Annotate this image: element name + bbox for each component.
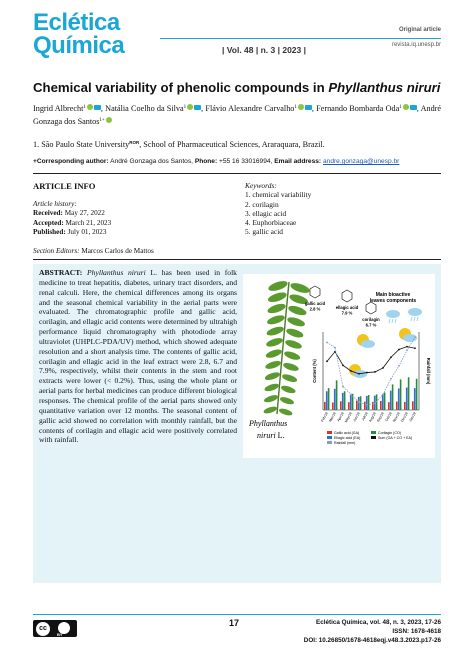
leaf-shape (264, 371, 281, 382)
rain-cloud-icon (386, 310, 400, 318)
history-label: Article history: (33, 200, 77, 208)
leaf-shape (266, 313, 286, 326)
ga-title-line2: leaves components (369, 298, 417, 304)
plant-stem (277, 282, 289, 414)
rainfall-point (374, 403, 376, 405)
sum-point (358, 373, 360, 375)
legend-swatch (327, 431, 332, 434)
compound-percent: 7.9 % (341, 310, 353, 316)
author-affil-mark: 1 (294, 105, 297, 110)
author-affil-mark: 1+ (99, 117, 105, 123)
citation-footer (304, 618, 441, 645)
editors-names: Marcos Carlos de Mattos (81, 247, 154, 255)
affiliation-institution: 1. São Paulo State University (33, 140, 130, 149)
email-icon[interactable] (194, 105, 201, 110)
leaf-shape (265, 348, 283, 360)
email-icon[interactable] (305, 105, 312, 110)
leaf-shape (266, 325, 285, 337)
rain-drop-icon (395, 319, 396, 323)
chart-bar (350, 395, 352, 410)
leaf-shape (265, 336, 284, 348)
x-tick-label: Sep/18 (376, 411, 385, 423)
phone-label: Phone: (194, 158, 218, 165)
sum-point (390, 356, 392, 358)
issn-line: ISSN: 1678-4618 (392, 628, 441, 635)
sum-point (350, 370, 352, 372)
legend-swatch (371, 431, 376, 434)
published-label: Published: (33, 227, 66, 236)
x-tick-label: Feb/18 (320, 411, 329, 423)
divider (33, 259, 441, 260)
y2-axis-label: Rainfall (mm) (426, 357, 431, 385)
x-tick-label: Apr/18 (336, 411, 345, 423)
rainfall-point (358, 401, 360, 403)
plant-name-line2 (257, 431, 285, 440)
chart-bar (396, 402, 398, 410)
chart-bar (356, 401, 358, 410)
sum-series-line (327, 347, 415, 374)
article-history (33, 200, 111, 237)
header-rule (160, 38, 441, 39)
chart-bar (344, 391, 346, 410)
sum-point (326, 360, 328, 362)
graphical-abstract-svg (243, 274, 435, 458)
chart-bar (328, 388, 330, 410)
page-number: 17 (229, 618, 240, 628)
section-editors (33, 247, 154, 255)
x-tick-label: Jan/19 (408, 411, 417, 423)
legend-label: Corilagin (CO) (378, 431, 401, 435)
plant-name: Phyllanthus (249, 419, 288, 428)
sum-point (342, 364, 344, 366)
legend-swatch (327, 441, 332, 444)
x-tick-label: May/18 (343, 411, 353, 424)
sum-point (406, 346, 408, 348)
editors-label: Section Editors: (33, 247, 80, 255)
leaf-shape (286, 315, 306, 328)
x-tick-label: Jun/18 (352, 411, 361, 423)
compound-name: ellagic acid (335, 305, 359, 310)
chart-bar (334, 389, 336, 410)
rainfall-point (334, 347, 336, 349)
article-type-label: Original article (398, 27, 441, 33)
ror-icon[interactable]: ROR (129, 140, 140, 145)
leaf-shape (279, 396, 295, 406)
affiliation (33, 140, 325, 149)
keyword-item: 2. corilagin (245, 199, 279, 209)
author-name: Flávio Alexandre Carvalho (205, 104, 295, 113)
chart-bar (332, 403, 334, 410)
leaf-shape (284, 338, 303, 350)
abstract-species: Phyllanthus niruri (87, 268, 146, 277)
rainfall-point (390, 378, 392, 380)
x-tick-label: Jul/18 (360, 411, 369, 422)
author-name: Ingrid Albrecht (33, 104, 84, 113)
chart-bar (414, 388, 416, 410)
leaf-shape (289, 281, 310, 295)
leaf-shape (285, 327, 304, 339)
keyword-item: 3. ellagic acid (245, 208, 287, 218)
abstract-body: L. has been used in folk medicine to treat hepatitis, diabetes, urinary tract disorders, and renal calculi. Here, the chemical differences among its organs and the seasonal chemical variability in the aerial parts were evaluated. The chromatographic profile and gallic acid, corilagin, and ellagic acid contents were determined by ultrahigh performance liquid chromatography with photodiode array ultraviolet (UHPLC-PDA/UV) method, which showed adequate resolution and a short analysis time. The contents of gallic acid, corilagin and ellagic acid in the leaf extract were 2.8, 6.7 and 7.9%, respectively, whilst their contents in the stem and root extracts were lower (< 0.2%). Thus, using the whole plant or aerial parts for herbal medicines can produce different biological responses. The chemical profile of the aerial parts showed only quantitative variation over 12 months. The seasonal content of gallic acid showed no correlation with monthly rainfall, but the contents of corilagin and ellagic acid were positively correlated with rainfall. (39, 268, 237, 445)
chart-bar (406, 388, 408, 410)
rain-drop-icon (414, 317, 415, 321)
chart-bar (390, 391, 392, 410)
chart-bar (336, 380, 338, 410)
corresponding-label: +Corresponding author: (33, 158, 109, 165)
plant-name-suffix: L. (275, 431, 285, 440)
compound-name: gallic acid (304, 301, 326, 306)
title-main: Chemical variability of phenolic compounds in (33, 80, 329, 95)
molecule-structures (305, 286, 380, 328)
plant-name-genus: niruri (257, 431, 276, 440)
compound-name: corilagin (362, 317, 380, 322)
corresponding-author (33, 158, 399, 165)
chart-bar (348, 402, 350, 410)
seasonal-chart (312, 332, 431, 445)
issue-info: | Vol. 48 | n. 3 | 2023 | (222, 45, 307, 55)
sum-point (398, 349, 400, 351)
affiliation-detail: , School of Pharmaceutical Sciences, Araraquara, Brazil. (139, 140, 325, 149)
graphical-abstract (243, 274, 435, 458)
rainfall-point (406, 349, 408, 351)
footer-rule (33, 614, 441, 615)
article-info-heading: ARTICLE INFO (33, 181, 96, 191)
chart-bar (364, 402, 366, 410)
author-affil-mark: 1 (399, 105, 402, 110)
sum-point (414, 347, 416, 349)
email-icon[interactable] (410, 105, 417, 110)
chart-bar (324, 402, 326, 410)
author-affil-mark: 1 (183, 105, 187, 110)
legend-label: Sum (GA + CO + EA) (378, 436, 413, 440)
leaf-shape (264, 359, 281, 370)
y-axis-label: Content (%) (312, 359, 317, 383)
author-list: Ingrid Albrecht$^1$ , Natália Coelho da Silva$^1$ , Flávio Alexandre Carvalho$^1$ , Fernando Bombarda Oda$^1$ , André Gonzaga dos Santos$^{1+}$ (33, 104, 442, 126)
compound-percent: 2.8 % (309, 306, 321, 312)
author-affil-mark: 1 (83, 105, 86, 110)
sum-point (366, 372, 368, 374)
keyword-item: 4. Euphorbiaceae (245, 218, 297, 228)
rain-drop-icon (411, 317, 412, 321)
received-date: May 27, 2022 (64, 209, 105, 218)
molecule-ring (310, 286, 320, 298)
orcid-icon[interactable] (106, 117, 112, 123)
leaf-shape (263, 405, 278, 415)
logo-line-2: Química (33, 32, 125, 59)
email-link[interactable]: andre.gonzaga@unesp.br (322, 158, 400, 165)
chart-bar (358, 397, 360, 410)
rain-cloud-icon (408, 308, 422, 316)
chart-bar (388, 402, 390, 410)
citation-line: Eclética Química, vol. 48, n. 3, 2023, 17-26 (316, 619, 441, 626)
abstract-label: ABSTRACT: (39, 268, 83, 277)
leaf-shape (264, 382, 280, 392)
x-tick-label: Nov/18 (392, 411, 401, 423)
rain-drop-icon (417, 317, 418, 321)
ga-title-line1: Main bioactive (375, 292, 411, 298)
chart-bar (342, 393, 344, 410)
leaf-shape (263, 394, 279, 404)
chart-bar (372, 402, 374, 410)
chart-bar (382, 394, 384, 410)
chart-bar (416, 379, 418, 410)
email-label: Email address: (274, 158, 322, 165)
molecule-ring (342, 290, 352, 302)
orcid-icon[interactable] (187, 104, 193, 110)
chart-bar (326, 391, 328, 410)
title-species: Phyllanthus niruri (328, 80, 441, 95)
chart-bar (400, 379, 402, 410)
orcid-icon[interactable] (298, 104, 304, 110)
leaf-shape (280, 384, 296, 394)
legend-swatch (371, 436, 376, 439)
logo-line-1: Eclética (33, 9, 120, 36)
leaf-shape (282, 361, 299, 372)
email-icon[interactable] (94, 105, 101, 110)
doi-link[interactable]: DOI: 10.26850/1678-4618eqj.v48.3.2023.p17-26 (303, 637, 441, 644)
rain-drop-icon (389, 319, 390, 323)
rain-drop-icon (392, 319, 393, 323)
chart-bar (408, 377, 410, 410)
by-label: BY (57, 632, 63, 637)
journal-logo (33, 11, 124, 57)
chart-bar (368, 395, 370, 410)
author-name: Fernando Bombarda Oda (316, 104, 400, 113)
sum-point (374, 371, 376, 373)
legend-label: Rainfall (mm) (334, 441, 356, 445)
accepted-label: Accepted: (33, 218, 64, 227)
keyword-item: 5. gallic acid (245, 227, 283, 237)
orcid-icon[interactable] (403, 104, 409, 110)
article-title (33, 80, 440, 95)
chart-bar (340, 401, 342, 410)
corresponding-name: André Gonzaga dos Santos, (110, 158, 193, 165)
published-date: July 01, 2023 (67, 227, 107, 236)
leaf-shape (267, 279, 288, 293)
chart-bar (398, 388, 400, 410)
rainfall-point (414, 336, 416, 338)
cc-icon: cc (36, 622, 50, 636)
x-tick-label: Oct/18 (384, 411, 393, 423)
rainfall-point (342, 386, 344, 388)
rainfall-point (382, 394, 384, 396)
leaf-shape (278, 407, 293, 417)
received-label: Received: (33, 209, 63, 218)
leaf-shape (267, 291, 288, 304)
leaf-shape (283, 350, 301, 362)
keyword-item: 1. chemical variability (245, 190, 312, 200)
legend-swatch (327, 436, 332, 439)
keywords (245, 181, 311, 237)
phone-value: +55 16 33016994, (219, 158, 273, 165)
chart-bar (384, 393, 386, 410)
rainfall-point (366, 404, 368, 406)
accepted-date: March 21, 2023 (65, 218, 112, 227)
abstract-text (39, 268, 237, 445)
leaf-shape (266, 302, 286, 315)
sum-point (382, 367, 384, 369)
cc-by-license-icon[interactable] (33, 620, 77, 637)
rainfall-point (326, 342, 328, 344)
orcid-icon[interactable] (87, 104, 93, 110)
plant-illustration (263, 279, 311, 417)
chart-bar (392, 384, 394, 410)
keywords-label: Keywords: (245, 181, 277, 190)
chart-bar (366, 396, 368, 410)
cloud-icon (361, 340, 375, 348)
chart-bar (404, 402, 406, 410)
rainfall-point (398, 365, 400, 367)
leaf-shape (281, 373, 298, 384)
abstract-box (33, 264, 441, 583)
chart-bar (412, 401, 414, 410)
author-name: Natália Coelho da Silva (105, 104, 184, 113)
compound-percent: 6.7 % (365, 322, 377, 328)
x-tick-label: Mar/18 (328, 411, 337, 423)
rainfall-point (350, 394, 352, 396)
x-tick-label: Aug/18 (368, 411, 377, 423)
legend-label: Gallic acid (GA) (334, 431, 360, 435)
divider (33, 173, 441, 174)
x-tick-label: Dec/18 (400, 411, 409, 423)
author-name: André Gonzaga dos Santos (33, 104, 442, 126)
journal-site-link[interactable]: revista.iq.unesp.br (391, 42, 441, 48)
chart-bar (380, 401, 382, 410)
legend-label: Ellagic acid (EA) (334, 436, 361, 440)
